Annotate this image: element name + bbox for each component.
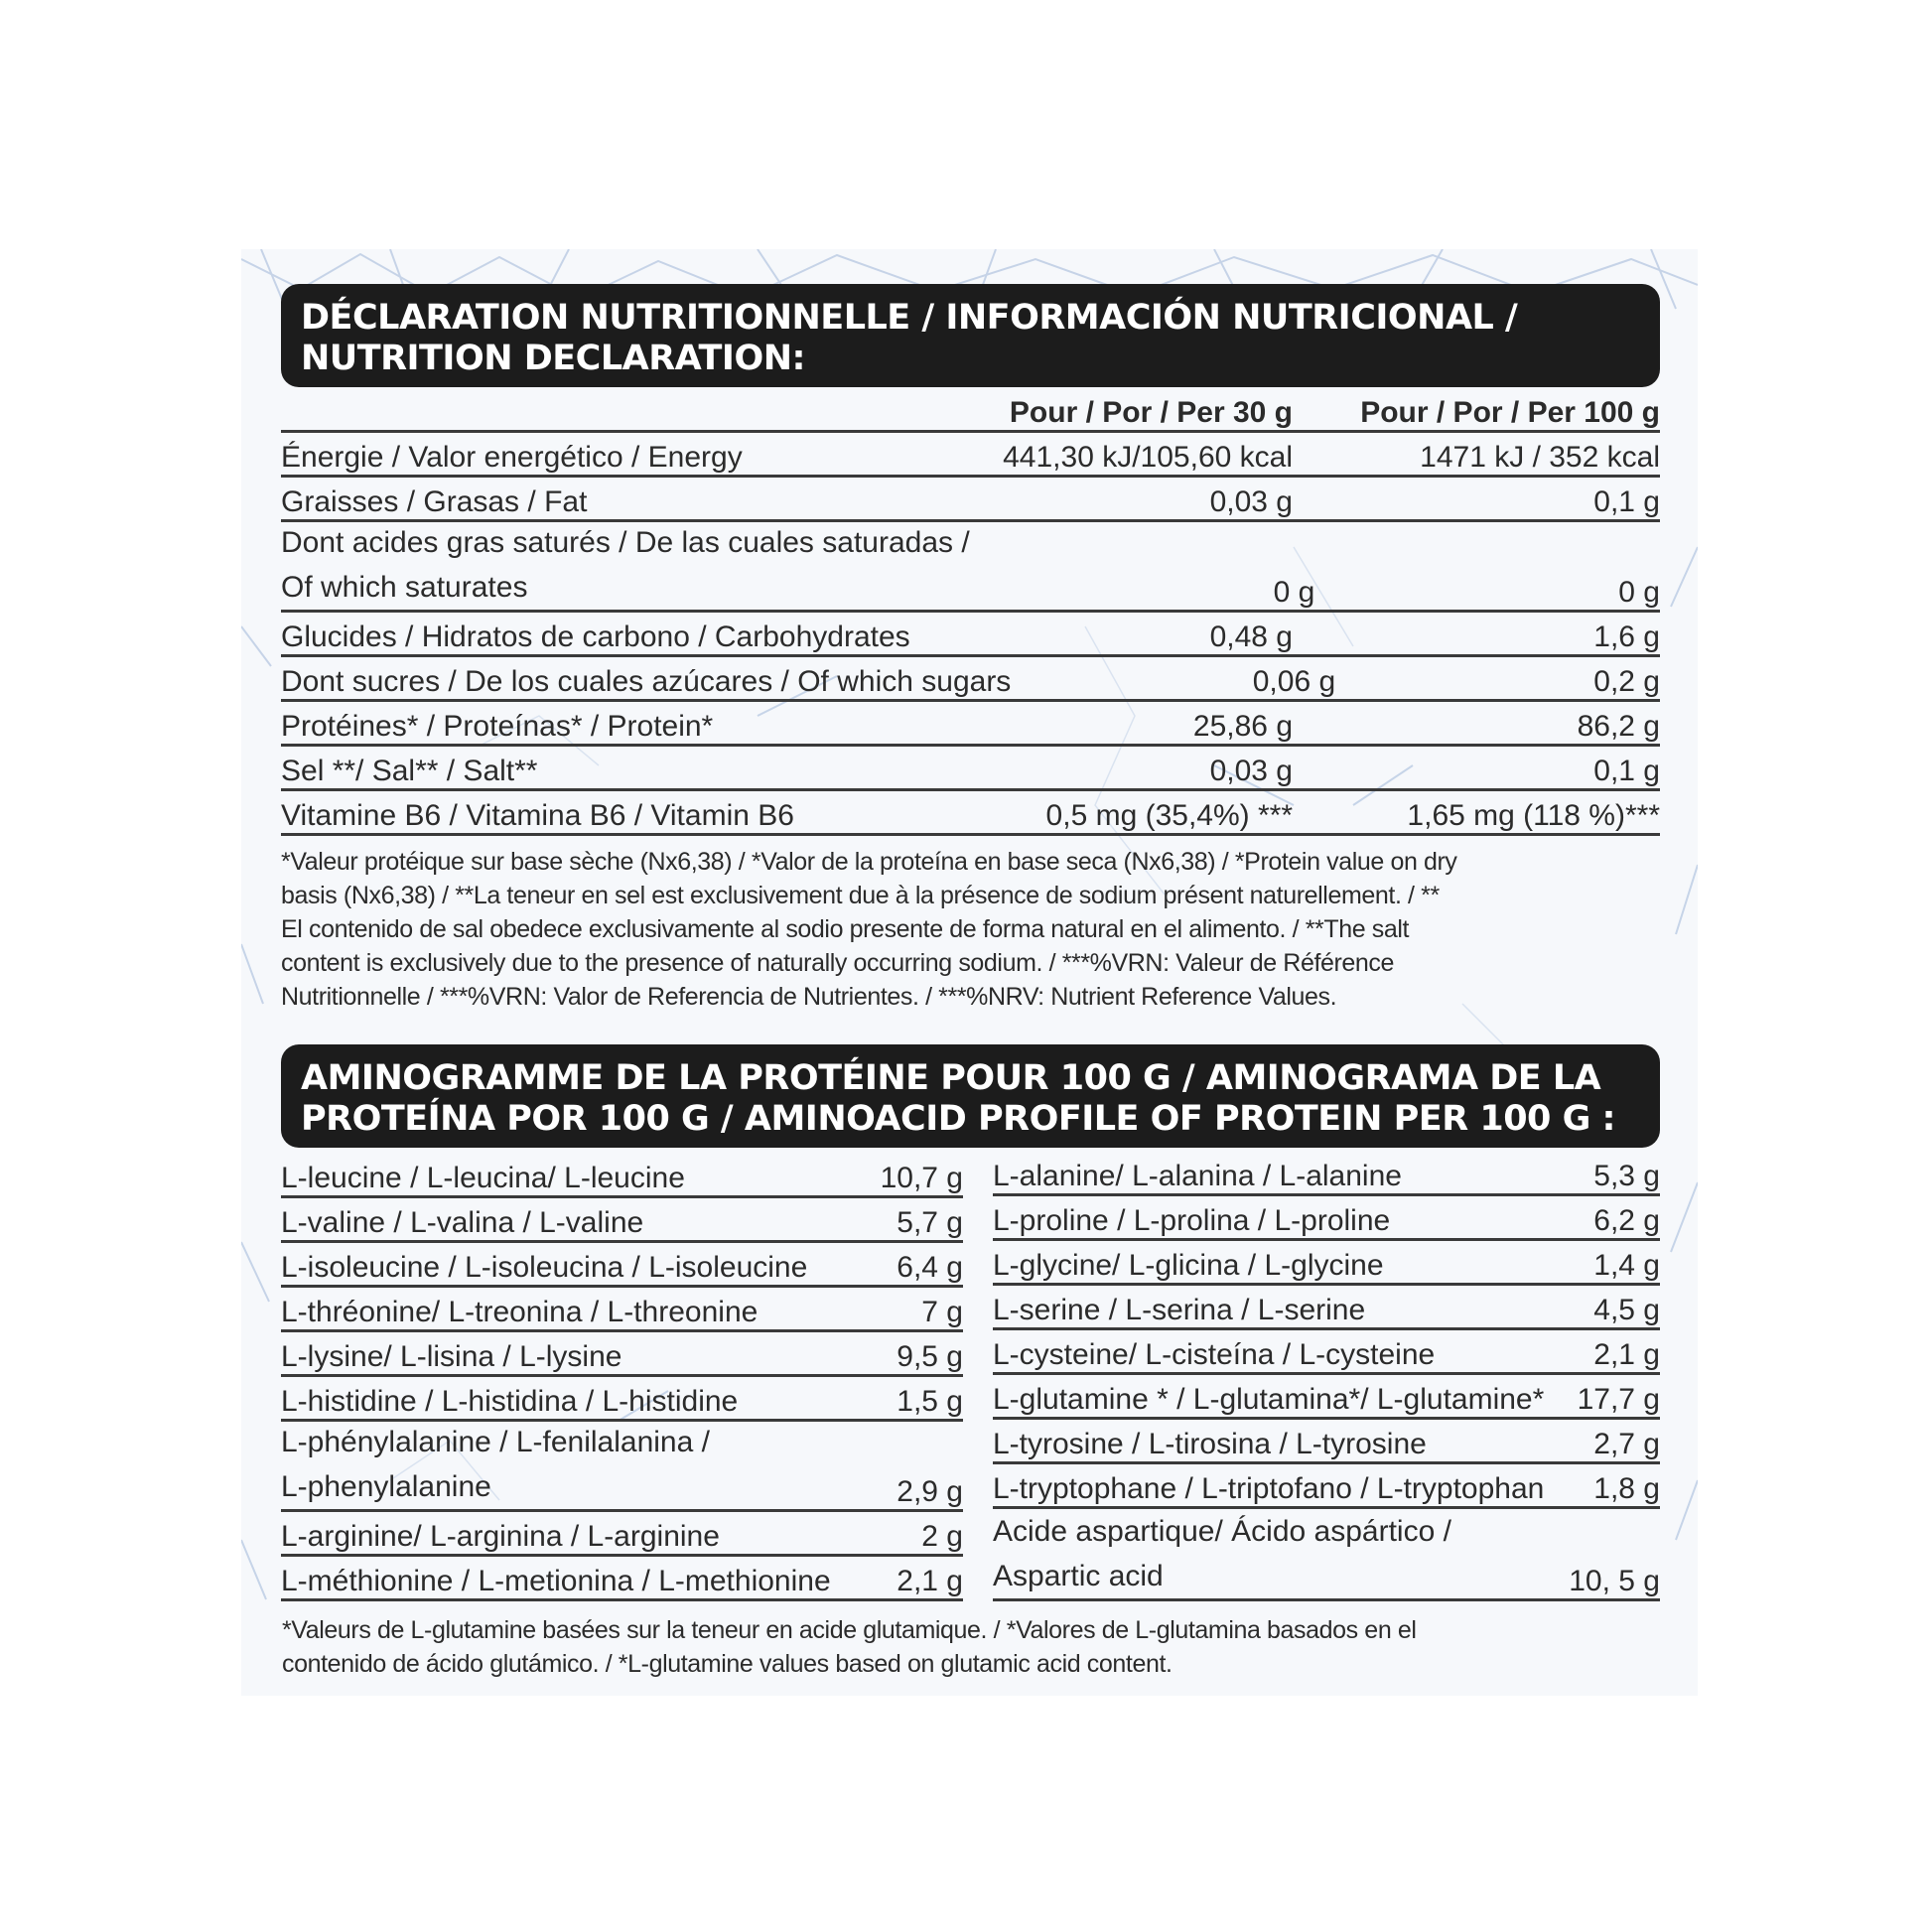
amino-value: 6,4 g: [897, 1251, 963, 1284]
amino-label-line1: Acide aspartique/ Ácido aspártico /: [993, 1515, 1451, 1548]
amino-label-line2: Aspartic acid: [993, 1560, 1164, 1592]
value-per-30g: 0,5 mg (35,4%) ***: [1045, 799, 1293, 832]
value-per-30g: 25,86 g: [1192, 710, 1293, 743]
value-per-100g: 86,2 g: [1577, 710, 1660, 743]
nutrition-row-vitamin-b6: [281, 791, 1660, 836]
amino-value: 2,1 g: [897, 1565, 963, 1597]
amino-row: [993, 1420, 1660, 1464]
amino-row: [993, 1152, 1660, 1196]
nutrient-label: Graisses / Grasas / Fat: [281, 485, 588, 518]
amino-label: L-tryptophane / L-triptofano / L-tryptophan: [993, 1472, 1545, 1505]
amino-row: [281, 1198, 963, 1243]
nutrition-row-protein: [281, 702, 1660, 747]
amino-label: L-proline / L-prolina / L-proline: [993, 1204, 1391, 1237]
footnote-line: contenido de ácido glutámico. / *L-glutamine values based on glutamic acid content.: [282, 1650, 1173, 1678]
nutrition-header: [281, 284, 1660, 387]
amino-row: [281, 1243, 963, 1288]
value-per-100g: 1,6 g: [1593, 621, 1660, 653]
amino-value: 7 g: [921, 1296, 963, 1328]
amino-header-line1: AMINOGRAMME DE LA PROTÉINE POUR 100 G / AMINOGRAMA DE LA: [301, 1058, 1601, 1098]
nutrient-label: Vitamine B6 / Vitamina B6 / Vitamin B6: [281, 799, 794, 832]
amino-label: L-alanine/ L-alanina / L-alanine: [993, 1160, 1402, 1192]
amino-value: 1,5 g: [897, 1385, 963, 1418]
amino-value: 10,7 g: [880, 1162, 963, 1194]
footnote-line: El contenido de sal obedece exclusivamente al sodio presente de forma natural en el alimento. / **The salt: [281, 915, 1410, 943]
amino-row: [993, 1330, 1660, 1375]
nutrition-row-carbohydrates: [281, 613, 1660, 657]
nutrition-row-fat: [281, 478, 1660, 522]
amino-row: [281, 1332, 963, 1377]
amino-label: L-tyrosine / L-tirosina / L-tyrosine: [993, 1428, 1427, 1460]
amino-value: 1,4 g: [1593, 1249, 1660, 1282]
value-per-100g: 0 g: [1618, 576, 1660, 609]
nutrition-row-energy: [281, 433, 1660, 478]
column-header-100g: Pour / Por / Per 100 g: [1360, 396, 1660, 429]
amino-value: 17,7 g: [1577, 1383, 1660, 1416]
amino-row: [993, 1464, 1660, 1509]
amino-value: 4,5 g: [1593, 1294, 1660, 1326]
amino-row: [281, 1557, 963, 1601]
amino-label: L-méthionine / L-metionina / L-methionine: [281, 1565, 831, 1597]
amino-value: 5,7 g: [897, 1206, 963, 1239]
amino-value: 2,7 g: [1593, 1428, 1660, 1460]
amino-value: 9,5 g: [897, 1340, 963, 1373]
footnote-line: basis (Nx6,38) / **La teneur en sel est exclusivement due à la présence de sodium présent naturellement. / **: [281, 882, 1440, 909]
nutrition-header-line2: NUTRITION DECLARATION:: [301, 339, 805, 378]
amino-label: [993, 1509, 1569, 1598]
amino-value: 2 g: [921, 1520, 963, 1553]
column-header-30g: Pour / Por / Per 30 g: [1009, 396, 1293, 429]
nutrition-row-saturates: [281, 522, 1660, 613]
amino-value: 2,1 g: [1593, 1338, 1660, 1371]
amino-label: [281, 1420, 897, 1509]
amino-row: [281, 1377, 963, 1422]
nutrition-row-salt: [281, 747, 1660, 791]
amino-footnote: [282, 1613, 1667, 1681]
nutrient-label: Dont sucres / De los cuales azúcares / Of which sugars: [281, 665, 1012, 698]
footnote-line: Nutritionnelle / ***%VRN: Valor de Referencia de Nutrientes. / ***%NRV: Nutrient Reference Values.: [281, 983, 1337, 1011]
amino-value: 6,2 g: [1593, 1204, 1660, 1237]
nutrient-label: Énergie / Valor energético / Energy: [281, 441, 743, 474]
value-per-100g: 0,1 g: [1593, 755, 1660, 787]
amino-row: [281, 1154, 963, 1198]
amino-value: 5,3 g: [1593, 1160, 1660, 1192]
amino-value: 1,8 g: [1593, 1472, 1660, 1505]
value-per-30g: 0 g: [1273, 576, 1315, 609]
amino-value: 10, 5 g: [1569, 1565, 1660, 1597]
value-per-30g: 441,30 kJ/105,60 kcal: [1003, 441, 1293, 474]
amino-label: L-glycine/ L-glicina / L-glycine: [993, 1249, 1384, 1282]
nutrient-label-line1: Dont acides gras saturés / De las cuales saturadas /: [281, 526, 970, 559]
amino-value: 2,9 g: [897, 1475, 963, 1508]
value-per-30g: 0,03 g: [1209, 485, 1293, 518]
value-per-100g: 0,1 g: [1593, 485, 1660, 518]
amino-label: L-histidine / L-histidina / L-histidine: [281, 1385, 739, 1418]
amino-row: [993, 1375, 1660, 1420]
value-per-30g: 0,48 g: [1209, 621, 1293, 653]
amino-label: L-thréonine/ L-treonina / L-threonine: [281, 1296, 759, 1328]
amino-label: L-valine / L-valina / L-valine: [281, 1206, 644, 1239]
nutrition-column-headers: [281, 385, 1660, 433]
value-per-100g: 1,65 mg (118 %)***: [1407, 799, 1660, 832]
amino-header-line2: PROTEÍNA POR 100 G / AMINOACID PROFILE OF PROTEIN PER 100 G :: [301, 1099, 1615, 1139]
amino-label: L-leucine / L-leucina/ L-leucine: [281, 1162, 685, 1194]
amino-header: [281, 1044, 1660, 1148]
amino-label-line2: L-phenylalanine: [281, 1470, 491, 1503]
value-per-30g: 0,06 g: [1252, 665, 1336, 698]
nutrition-header-line1: DÉCLARATION NUTRITIONNELLE / INFORMACIÓN NUTRICIONAL /: [301, 298, 1518, 338]
value-per-100g: 1471 kJ / 352 kcal: [1420, 441, 1660, 474]
amino-row: [281, 1288, 963, 1332]
amino-row: [281, 1512, 963, 1557]
amino-label: L-isoleucine / L-isoleucina / L-isoleucine: [281, 1251, 808, 1284]
footnote-line: *Valeur protéique sur base sèche (Nx6,38) / *Valor de la proteína en base seca (Nx6,38) / *Protein value on dry: [281, 848, 1457, 876]
amino-row: [993, 1241, 1660, 1286]
amino-row: [993, 1196, 1660, 1241]
amino-label: L-cysteine/ L-cisteína / L-cysteine: [993, 1338, 1436, 1371]
amino-row: [993, 1286, 1660, 1330]
footnote-line: *Valeurs de L-glutamine basées sur la teneur en acide glutamique. / *Valores de L-glutamina basados en el: [282, 1616, 1417, 1644]
amino-row: [281, 1422, 963, 1512]
nutrition-footnote: [281, 845, 1666, 1014]
nutrient-label: Sel **/ Sal** / Salt**: [281, 755, 538, 787]
amino-label: L-lysine/ L-lisina / L-lysine: [281, 1340, 622, 1373]
nutrient-label: Glucides / Hidratos de carbono / Carbohydrates: [281, 621, 910, 653]
amino-row: [993, 1509, 1660, 1601]
nutrient-label: [281, 520, 970, 610]
value-per-30g: 0,03 g: [1209, 755, 1293, 787]
nutrition-row-sugars: [281, 657, 1660, 702]
value-per-100g: 0,2 g: [1593, 665, 1660, 698]
amino-label-line1: L-phénylalanine / L-fenilalanina /: [281, 1426, 710, 1458]
footnote-line: content is exclusively due to the presence of naturally occurring sodium. / ***%VRN: Valeur de Référence: [281, 949, 1395, 977]
nutrient-label-line2: Of which saturates: [281, 571, 528, 604]
amino-label: L-glutamine * / L-glutamina*/ L-glutamine*: [993, 1383, 1545, 1416]
amino-label: L-serine / L-serina / L-serine: [993, 1294, 1366, 1326]
nutrient-label: Protéines* / Proteínas* / Protein*: [281, 710, 714, 743]
amino-label: L-arginine/ L-arginina / L-arginine: [281, 1520, 720, 1553]
